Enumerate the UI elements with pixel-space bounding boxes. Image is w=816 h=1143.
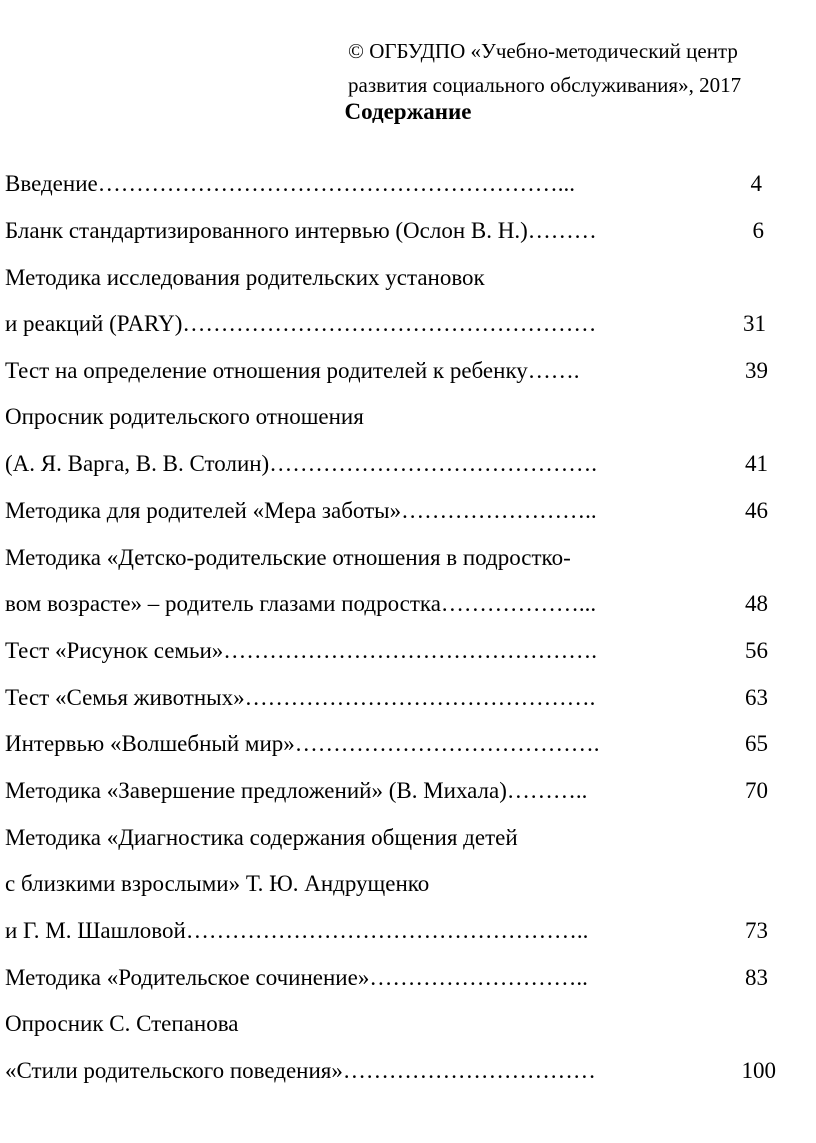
toc-entry-text: Тест «Семья животных»………………………………………. xyxy=(5,685,596,710)
toc-entry-text: Опросник родительского отношения xyxy=(5,404,364,429)
toc-page-number: 41 xyxy=(745,451,768,476)
toc-page-number: 39 xyxy=(745,358,768,383)
toc-entry-text: Методика исследования родительских установок xyxy=(5,265,485,290)
toc-entry-text: (А. Я. Варга, В. В. Столин)……………………………………. xyxy=(5,451,597,476)
toc-entry-text: и Г. М. Шашловой…………………………………………….. xyxy=(5,918,589,943)
toc-entry-text: Методика для родителей «Мера заботы»…………………….. xyxy=(5,498,597,523)
toc-page-number: 48 xyxy=(745,591,768,616)
toc-entry-text: Интервью «Волшебный мир»…………………………………. xyxy=(5,731,600,756)
toc-page-number: 83 xyxy=(745,965,768,990)
toc-entry-text: с близкими взрослыми» Т. Ю. Андрущенко xyxy=(5,871,430,896)
toc-page-number: 6 xyxy=(752,218,764,243)
toc-page-number: 46 xyxy=(745,498,768,523)
toc-entry-text: Методика «Детско-родительские отношения в подростко- xyxy=(5,545,571,570)
page-title: Содержание xyxy=(344,99,472,124)
toc-page-number: 65 xyxy=(745,731,768,756)
copyright-line-1: © ОГБУДПО «Учебно-методический центр xyxy=(348,39,738,63)
copyright-line-2: развития социального обслуживания», 2017 xyxy=(348,73,742,97)
toc-page-number: 63 xyxy=(745,685,768,710)
toc-page-number: 31 xyxy=(743,311,766,336)
toc-page-number: 100 xyxy=(741,1058,776,1083)
toc-page-number: 56 xyxy=(745,638,768,663)
toc-entry-text: и реакций (PARY)……………………………………………… xyxy=(5,311,597,336)
toc-entry-text: Тест «Рисунок семьи»…………………………………………. xyxy=(5,638,598,663)
toc-page-number: 70 xyxy=(745,778,768,803)
toc-entry-text: вом возрасте» – родитель глазами подростка………………... xyxy=(5,591,597,616)
toc-page-number: 73 xyxy=(745,918,768,943)
toc-entry-text: Введение……………………………………………………... xyxy=(5,171,575,196)
toc-entry-text: Бланк стандартизированного интервью (Ослон В. Н.)……… xyxy=(5,218,597,243)
toc-entry-text: Методика «Родительское сочинение»……………………….. xyxy=(5,965,588,990)
toc-entry-text: Опросник С. Степанова xyxy=(5,1011,239,1036)
toc-entry-text: Методика «Завершение предложений» (В. Михала)……….. xyxy=(5,778,588,803)
toc-entry-text: Тест на определение отношения родителей к ребенку……. xyxy=(5,358,580,383)
toc-entry-text: «Стили родительского поведения»…………………………… xyxy=(5,1058,596,1083)
toc-entry-text: Методика «Диагностика содержания общения детей xyxy=(5,825,518,850)
toc-page-number: 4 xyxy=(750,171,762,196)
